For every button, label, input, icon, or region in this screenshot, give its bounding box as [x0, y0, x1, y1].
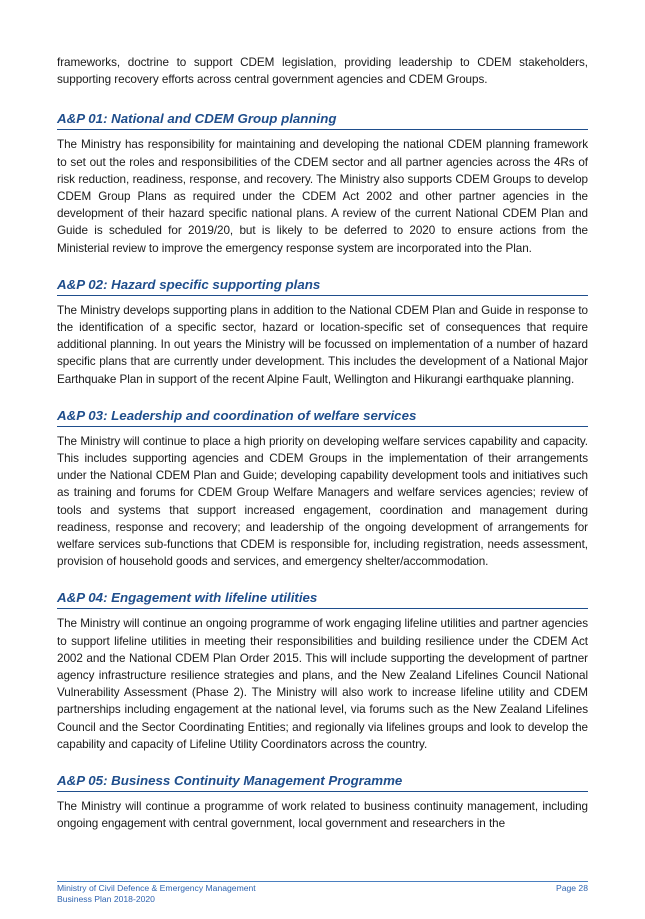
footer-page-number: Page 28	[555, 883, 588, 893]
section-heading-ap05: A&P 05: Business Continuity Management Programme	[57, 772, 588, 792]
section-heading-ap01: A&P 01: National and CDEM Group planning	[57, 110, 588, 130]
footer-organisation: Ministry of Civil Defence & Emergency Management	[57, 883, 256, 893]
intro-paragraph: frameworks, doctrine to support CDEM legislation, providing leadership to CDEM stakeholders, supporting recovery efforts across central government agencies and CDEM Groups.	[57, 56, 588, 87]
page-content	[57, 54, 588, 833]
footer-document-title: Business Plan 2018-2020	[57, 894, 155, 904]
section-body-ap05: The Ministry will continue a programme of work related to business continuity management, including ongoing engagement with central government, local government and researchers in the	[57, 800, 588, 831]
section-body-ap04: The Ministry will continue an ongoing programme of work engaging lifeline utilities and partner agencies to support lifeline utilities in meeting their responsibilities and building resilience under the CDEM Act 2002 and the National CDEM Plan Order 2015. This will include supporting the development of partner agency infrastructure resilience strategies and plans, and the New Zealand Lifelines Council National Vulnerability Assessment (Phase 2). The Ministry will also work to increase lifeline utility and CDEM partnerships including engagement at the national level, via forums such as the New Zealand Lifelines Council and the Sector Coordinating Entities; and regionally via lifelines groups and look to develop the capability and capacity of Lifeline Utility Coordinators across the country.	[57, 617, 588, 751]
section-body-ap02: The Ministry develops supporting plans in addition to the National CDEM Plan and Guide in response to the identification of a specific sector, hazard or location-specific set of consequences that require additional planning. In out years the Ministry will be focussed on implementation of a number of hazard specific plans that are currently under development. This includes the development of a National Major Earthquake Plan in support of the recent Alpine Fault, Wellington and Hikurangi earthquake planning.	[57, 303, 588, 386]
section-heading-ap04: A&P 04: Engagement with lifeline utilities	[57, 589, 588, 609]
page-footer	[57, 881, 588, 905]
section-body-ap03: The Ministry will continue to place a high priority on developing welfare services capability and capacity. This includes supporting agencies and CDEM Groups in the implementation of their arrangements under the National CDEM Plan and Guide; developing capability development tools and initiatives such as training and forums for CDEM Group Welfare Managers and welfare services agencies; review of tools and systems that support increased engagement, coordination and management during readiness, response and recovery; and leadership of the ongoing development of arrangements for welfare services sub-functions that CDEM is responsible for, including registration, needs assessment, provision of household goods and services, and emergency shelter/accommodation.	[57, 434, 588, 569]
section-body-ap01: The Ministry has responsibility for maintaining and developing the national CDEM planning framework to set out the roles and responsibilities of the CDEM sector and all partner agencies across the 4Rs of risk reduction, readiness, response, and recovery. The Ministry also supports CDEM Groups to develop CDEM Group Plans as required under the CDEM Act 2002 and other partner agencies in the development of their hazard specific national plans. A review of the current National CDEM Plan and Guide is scheduled for 2019/20, but is likely to be deferred to 2020 to ensure actions from the Ministerial review to improve the emergency response system are incorporated into the Plan.	[57, 138, 588, 255]
section-heading-ap02: A&P 02: Hazard specific supporting plans	[57, 276, 588, 296]
section-heading-ap03: A&P 03: Leadership and coordination of welfare services	[57, 407, 588, 427]
